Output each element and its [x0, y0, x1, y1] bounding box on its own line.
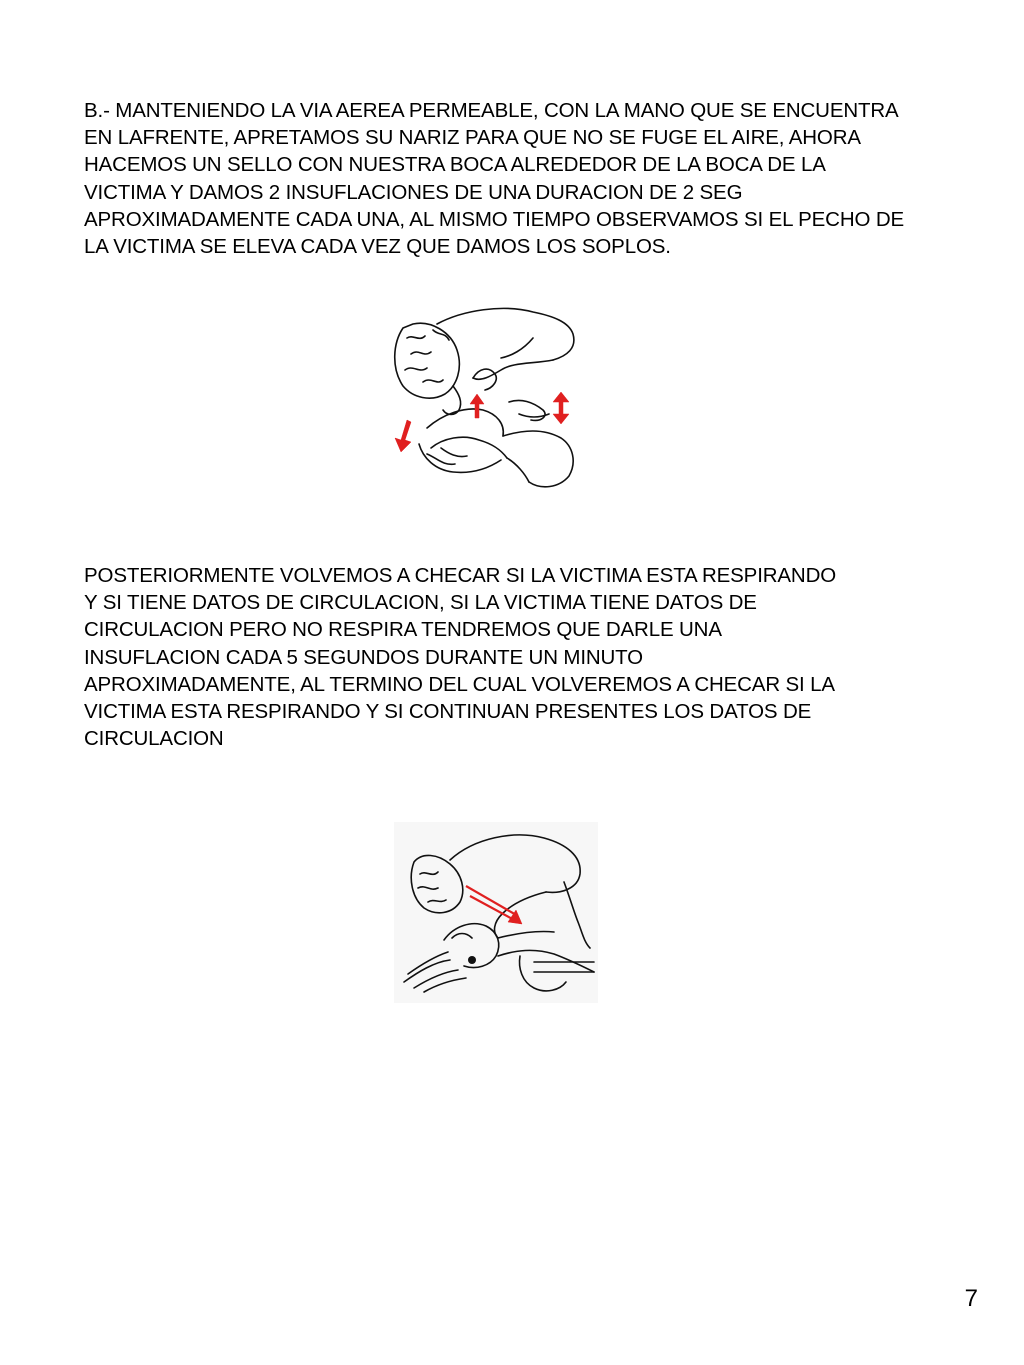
text-line: APROXIMADAMENTE CADA UNA, AL MISMO TIEMPO OBSERVAMOS SI EL PECHO DE [84, 207, 905, 231]
text-line: VICTIMA ESTA RESPIRANDO Y SI CONTINUAN PRESENTES LOS DATOS DE [84, 700, 812, 724]
instruction-paragraph-rescue-breaths [84, 97, 1014, 260]
text-line: EN LAFRENTE, APRETAMOS SU NARIZ PARA QUE NO SE FUGE EL AIRE, AHORA [84, 126, 861, 150]
text-line: CIRCULACION [84, 727, 224, 751]
text-line: Y SI TIENE DATOS DE CIRCULACION, SI LA VICTIMA TIENE DATOS DE [84, 591, 757, 615]
text-line: B.- MANTENIENDO LA VIA AEREA PERMEABLE, CON LA MANO QUE SE ENCUENTRA [84, 99, 899, 122]
arrow-marks [395, 392, 569, 452]
breath-check-drawing [394, 822, 598, 1003]
rescue-breathing-drawing [383, 298, 583, 492]
text-line: VICTIMA Y DAMOS 2 INSUFLACIONES DE UNA DURACION DE 2 SEG [84, 180, 743, 204]
breath-check-illustration-icon [394, 822, 598, 1003]
text-line: INSUFLACION CADA 5 SEGUNDOS DURANTE UN MINUTO [84, 645, 643, 669]
instruction-paragraph-recheck [84, 562, 1014, 752]
text-line: LA VICTIMA SE ELEVA CADA VEZ QUE DAMOS LOS SOPLOS. [84, 235, 671, 259]
rescue-breathing-illustration-icon [383, 298, 583, 492]
text-line: APROXIMADAMENTE, AL TERMINO DEL CUAL VOLVEREMOS A CHECAR SI LA [84, 672, 835, 696]
text-line: HACEMOS UN SELLO CON NUESTRA BOCA ALREDEDOR DE LA BOCA DE LA [84, 153, 826, 177]
text-line: POSTERIORMENTE VOLVEMOS A CHECAR SI LA VICTIMA ESTA RESPIRANDO [84, 564, 837, 587]
text-line: CIRCULACION PERO NO RESPIRA TENDREMOS QUE DARLE UNA [84, 618, 722, 642]
victim-mouth-mark [468, 956, 476, 964]
page-number: 7 [964, 1285, 978, 1312]
